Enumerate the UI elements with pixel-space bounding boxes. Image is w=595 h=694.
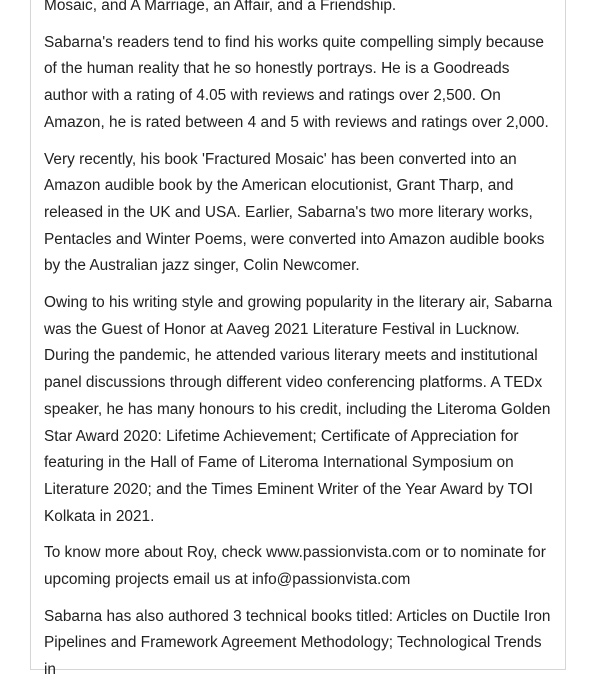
article-paragraph-fragment: Mosaic, and A Marriage, an Affair, and a Friendship. <box>44 0 397 14</box>
article-card <box>30 0 566 679</box>
article-body <box>44 0 555 694</box>
article-paragraph-readers: Sabarna's readers tend to find his works quite compelling simply because of the human reality that he so honestly portrays. He is a Goodreads author with a rating of 4.05 with reviews and ratings over 2,500. On Amazon, he is rated between 4 and 5 with reviews and ratings over 2,000. <box>44 33 549 131</box>
article-paragraph-honours: Owing to his writing style and growing popularity in the literary air, Sabarna was the Guest of Honor at Aaveg 2021 Literature Festival in Lucknow. During the pandemic, he attended various literary meets and institutional panel discussions through different video conferencing platforms. A TEDx speaker, he has many honours to his credit, including the Literoma Golden Star Award 2020: Lifetime Achievement; Certificate of Appreciation for featuring in the Hall of Fame of Literoma International Symposium on Literature 2020; and the Times Eminent Writer of the Year Award by TOI Kolkata in 2021. <box>44 294 553 525</box>
article-paragraph-technical-books: Sabarna has also authored 3 technical books titled: Articles on Ductile Iron Pipelines and Framework Agreement Methodology; Technological Trends in <box>44 607 551 679</box>
article-paragraph-audible: Very recently, his book 'Fractured Mosaic' has been converted into an Amazon audible book by the American elocutionist, Grant Tharp, and released in the UK and USA. Earlier, Sabarna's two more literary works, Pentacles and Winter Poems, were converted into Amazon audible books by the Australian jazz singer, Colin Newcomer. <box>44 150 545 275</box>
article-paragraph-contact[interactable]: To know more about Roy, check www.passionvista.com or to nominate for upcoming projects email us at info@passionvista.com <box>44 544 546 589</box>
